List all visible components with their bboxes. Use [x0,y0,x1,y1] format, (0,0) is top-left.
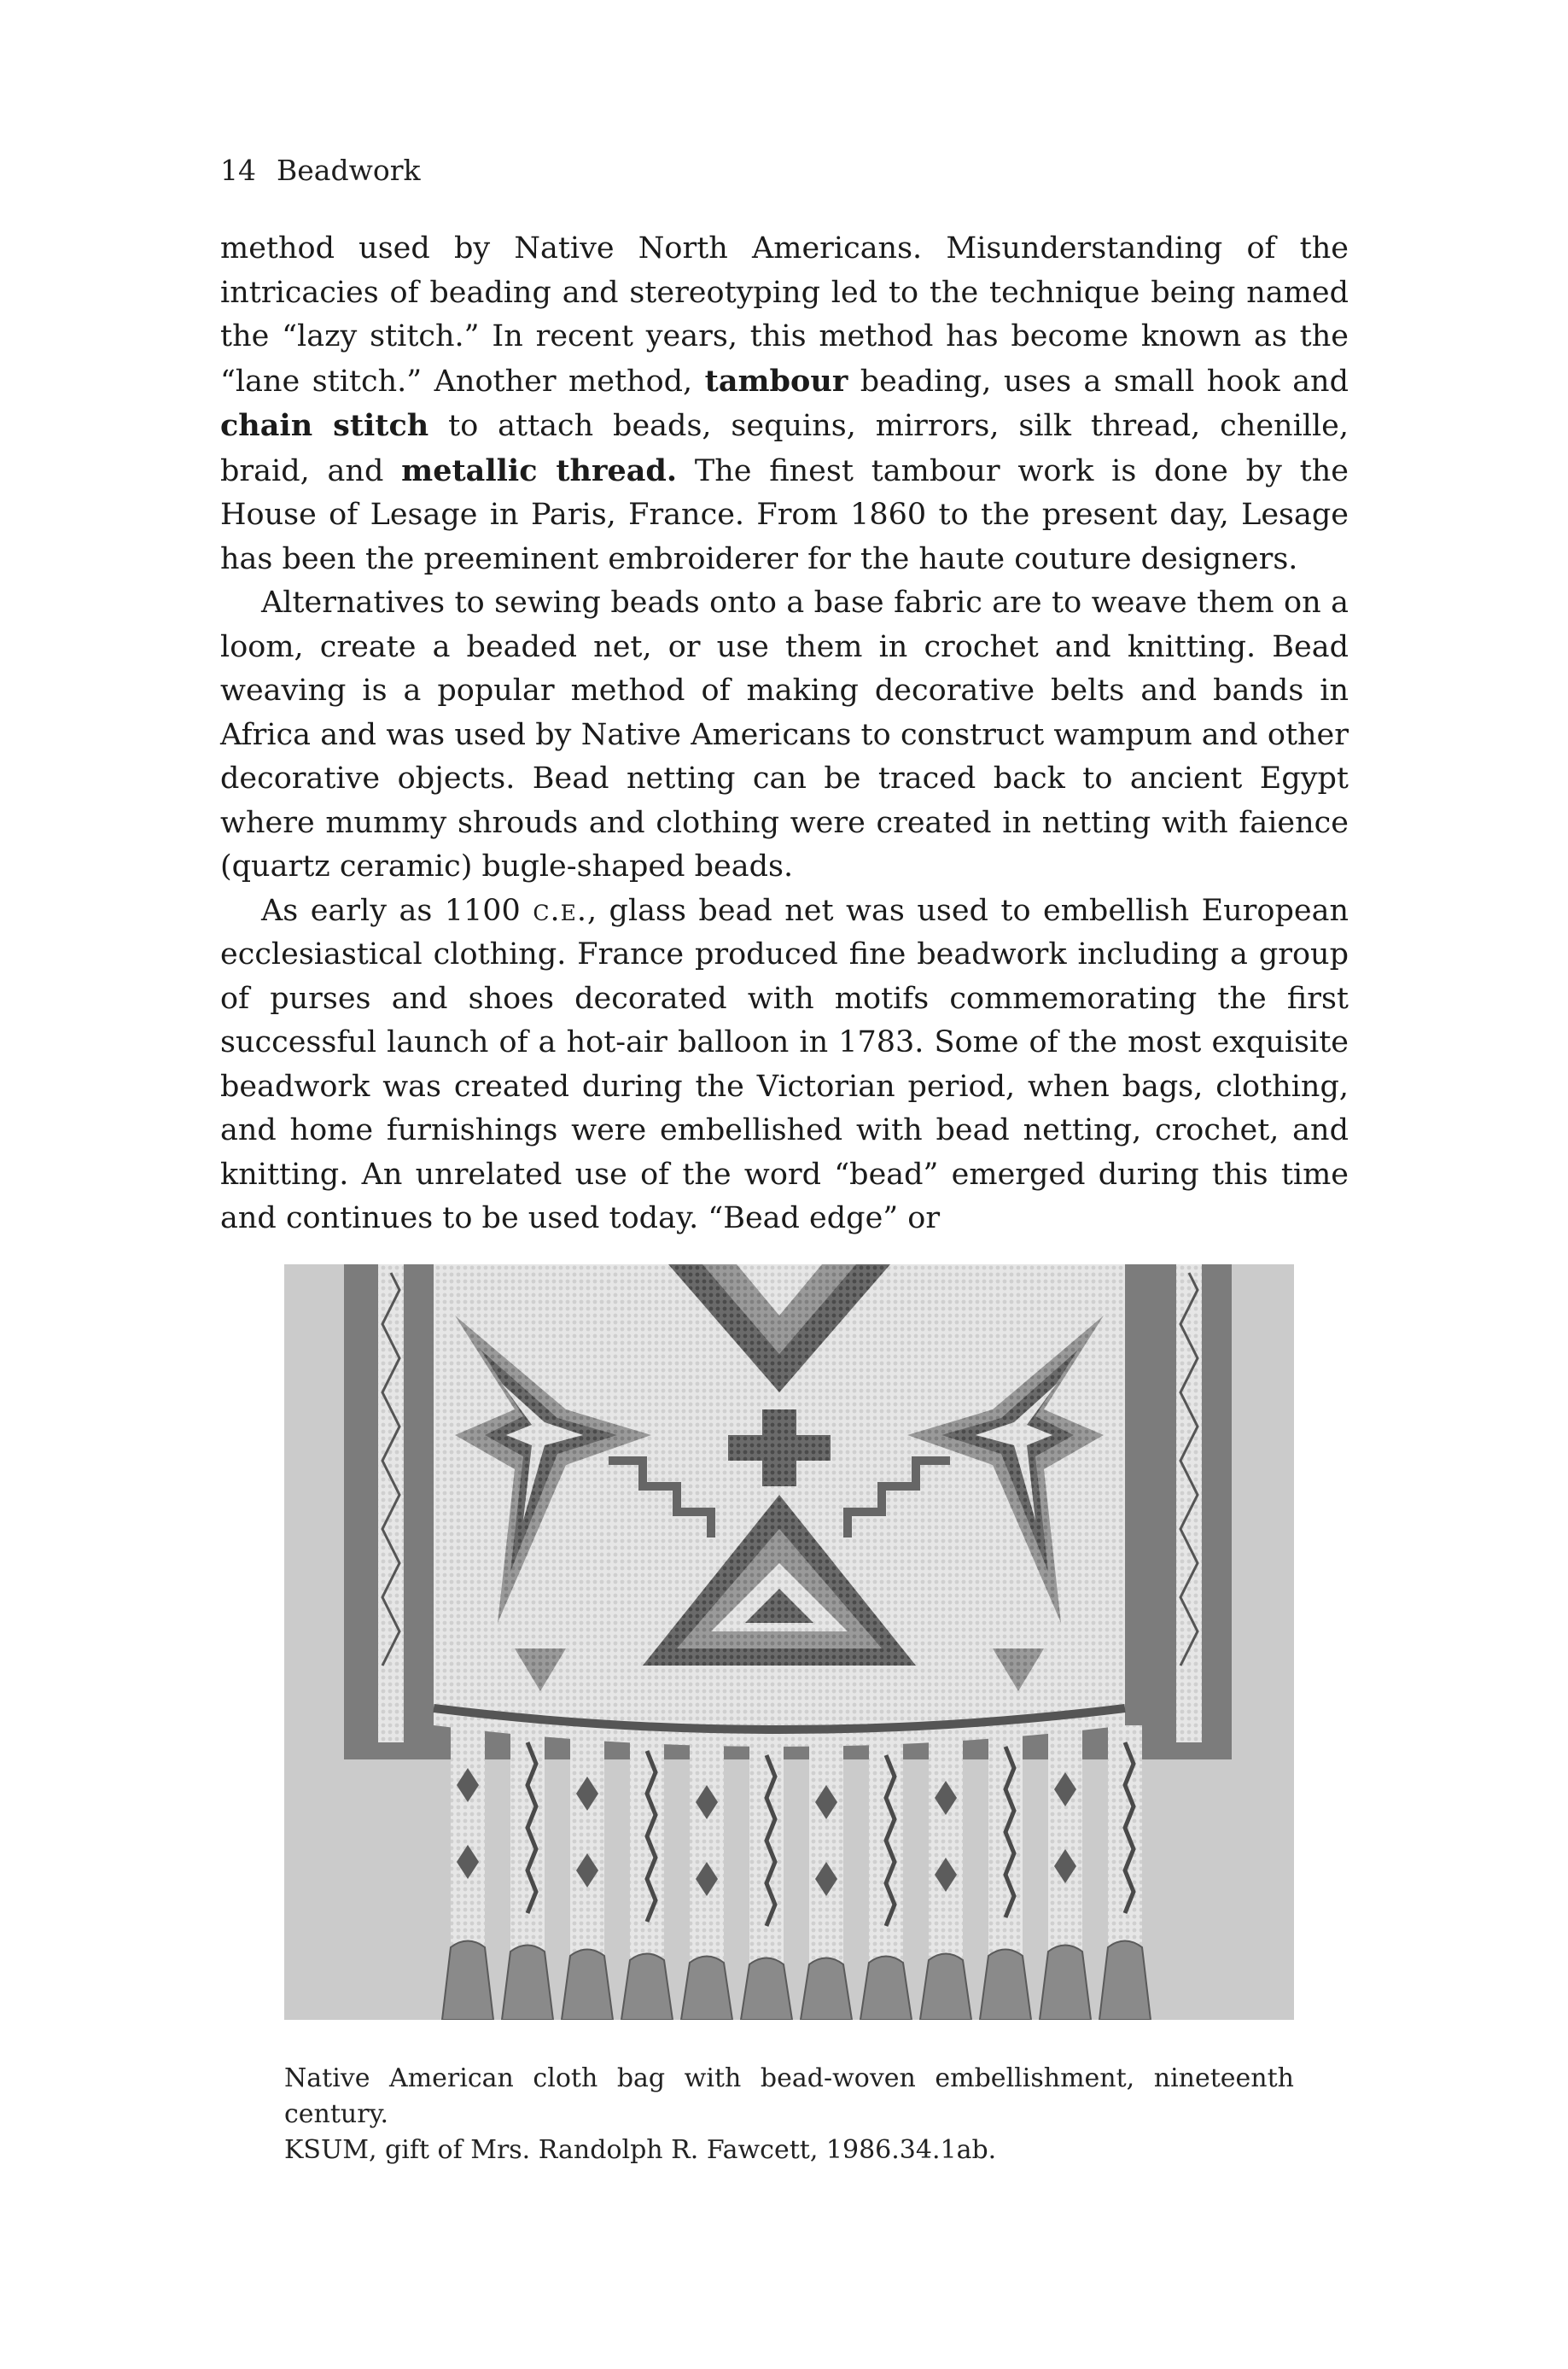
paragraph-3-text-a: As early as 1100 [261,893,533,928]
term-chain-stitch: chain stitch [220,408,429,443]
term-tambour: tambour [704,363,848,399]
beaded-bag-photo [284,1264,1294,2020]
paragraph-3 [220,890,1349,1241]
figure-caption [284,2061,1294,2168]
caption-line-2: KSUM, gift of Mrs. Randolph R. Fawcett, 1986.34.1ab. [284,2135,997,2165]
paragraph-1-text-b: beading, uses a small hook and [848,364,1349,399]
paragraph-1 [220,227,1349,581]
paragraph-1-text-d: The finest tambour work is done by the House of Lesage in Paris, France. From 1860 to the present day, Lesage has been the preeminent embroiderer for the haute couture designers. [220,453,1349,576]
running-head [220,154,420,188]
paragraph-3-text-b: , glass bead net was used to embellish European ecclesiastical clothing. France produced fine beadwork including a group of purses and shoes decorated with motifs commemorating the first successful launch of a hot-air balloon in 1783. Some of the most exquisite beadwork was created during the Victorian period, when bags, clothing, and home furnishings were embellished with bead netting, crochet, and knitting. An unrelated use of the word “bead” emerged during this time and continues to be used today. “Bead edge” or [220,893,1349,1235]
term-metallic-thread: metallic thread. [401,452,678,488]
body-text [220,227,1349,1241]
page-number: 14 [220,154,256,187]
paragraph-2: Alternatives to sewing beads onto a base fabric are to weave them on a loom, create a beaded net, or use them in crochet and knitting. Bead weaving is a popular method of making decorative belts and bands in Africa and was used by Native Americans to construct wampum and other decorative objects. Bead netting can be traced back to ancient Egypt where mummy shrouds and clothing were created in netting with faience (quartz ceramic) bugle-shaped beads. [220,586,1349,884]
caption-line-1: Native American cloth bag with bead-woven embellishment, nineteenth century. [284,2063,1294,2129]
running-title: Beadwork [277,154,421,187]
paragraph-1-text-a: method used by Native North Americans. Misunderstanding of the intricacies of beading and stereotyping led to the technique being named the “lazy stitch.” In recent years, this method has become known as the “lane stitch.” Another method, [220,231,1349,399]
paragraph-1-text-c: to attach beads, sequins, mirrors, silk thread, chenille, braid, and [220,409,1349,488]
era-abbreviation: c.e. [533,893,587,928]
